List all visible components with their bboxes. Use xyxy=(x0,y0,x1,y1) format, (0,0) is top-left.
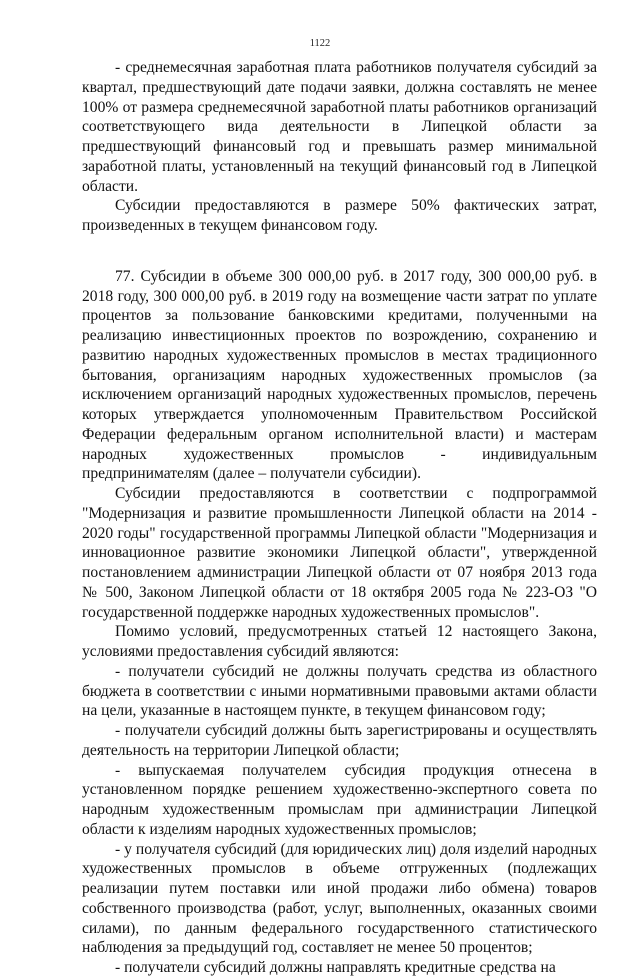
paragraph-salary-condition: - среднемесячная заработная плата работников получателя субсидий за квартал, предшествующий дате подачи заявки, должна составлять не менее 100% от размера среднемесячной заработной платы работников организаций соответствующего вида деятельности в Липецкой области за предшествующий финансовый год и превышать размер минимальной заработной платы, установленный на текущий финансовый год в Липецкой области. xyxy=(82,59,597,195)
paragraph-conditions-intro: Помимо условий, предусмотренных статьей 12 настоящего Закона, условиями предоставления субсидий являются: xyxy=(82,623,597,660)
document-body xyxy=(82,58,597,978)
list-item-credit-use: - получатели субсидий должны направлять кредитные средства на xyxy=(115,959,556,976)
paragraph-item-77: 77. Субсидии в объеме 300 000,00 руб. в 2017 году, 300 000,00 руб. в 2018 году, 300 000,00 руб. в 2019 году на возмещение части затрат по уплате процентов за пользование банковскими кредитами, полученными на реализацию инвестиционных проектов по возрождению, сохранению и развитию народных художественных промыслов в местах традиционного бытования, организациям народных художественных промыслов (за исключением организаций народных художественных промыслов, перечень которых утверждается уполномоченным Правительством Российской Федерации федеральным органом исполнительной власти) и мастерам народных художественных промыслов - индивидуальным предпринимателям (далее – получатели субсидии). xyxy=(82,267,597,483)
list-item-registration: - получатели субсидий должны быть зарегистрированы и осуществлять деятельность на территории Липецкой области; xyxy=(82,722,597,759)
paragraph-legal-basis: Субсидии предоставляются в соответствии с подпрограммой "Модернизация и развитие промышленности Липецкой области на 2014 - 2020 годы" государственной программы Липецкой области "Модернизация и инновационное развитие экономики Липецкой области", утвержденной постановлением администрации Липецкой области от 07 ноября 2013 года № 500, Законом Липецкой области от 18 октября 2005 года № 223-ОЗ "О государственной поддержке народных художественных промыслов". xyxy=(82,485,597,621)
list-item-no-other-funds: - получатели субсидий не должны получать средства из областного бюджета в соответствии с иными нормативными правовыми актами области на цели, указанные в настоящем пункте, в текущем финансовом году; xyxy=(82,662,597,720)
paragraph-subsidy-rate: Субсидии предоставляются в размере 50% фактических затрат, произведенных в текущем финансовом году. xyxy=(82,197,597,234)
list-item-share-of-products: - у получателя субсидий (для юридических лиц) доля изделий народных художественных промыслов в объеме отгруженных (подлежащих реализации путем поставки или иной продажи либо обмена) товаров собственного производства (работ, услуг, выполненных, оказанных своими силами), по данным федерального государственного статистического наблюдения за предыдущий год, составляет не менее 50 процентов; xyxy=(82,840,597,957)
list-item-product-classification: - выпускаемая получателем субсидия продукция отнесена в установленном порядке решением художественно-экспертного совета по народным художественным промыслам при администрации Липецкой области к изделиям народных художественных промыслов; xyxy=(82,761,597,838)
paragraph-spacer xyxy=(82,236,597,267)
page-number: 1122 xyxy=(309,38,331,49)
